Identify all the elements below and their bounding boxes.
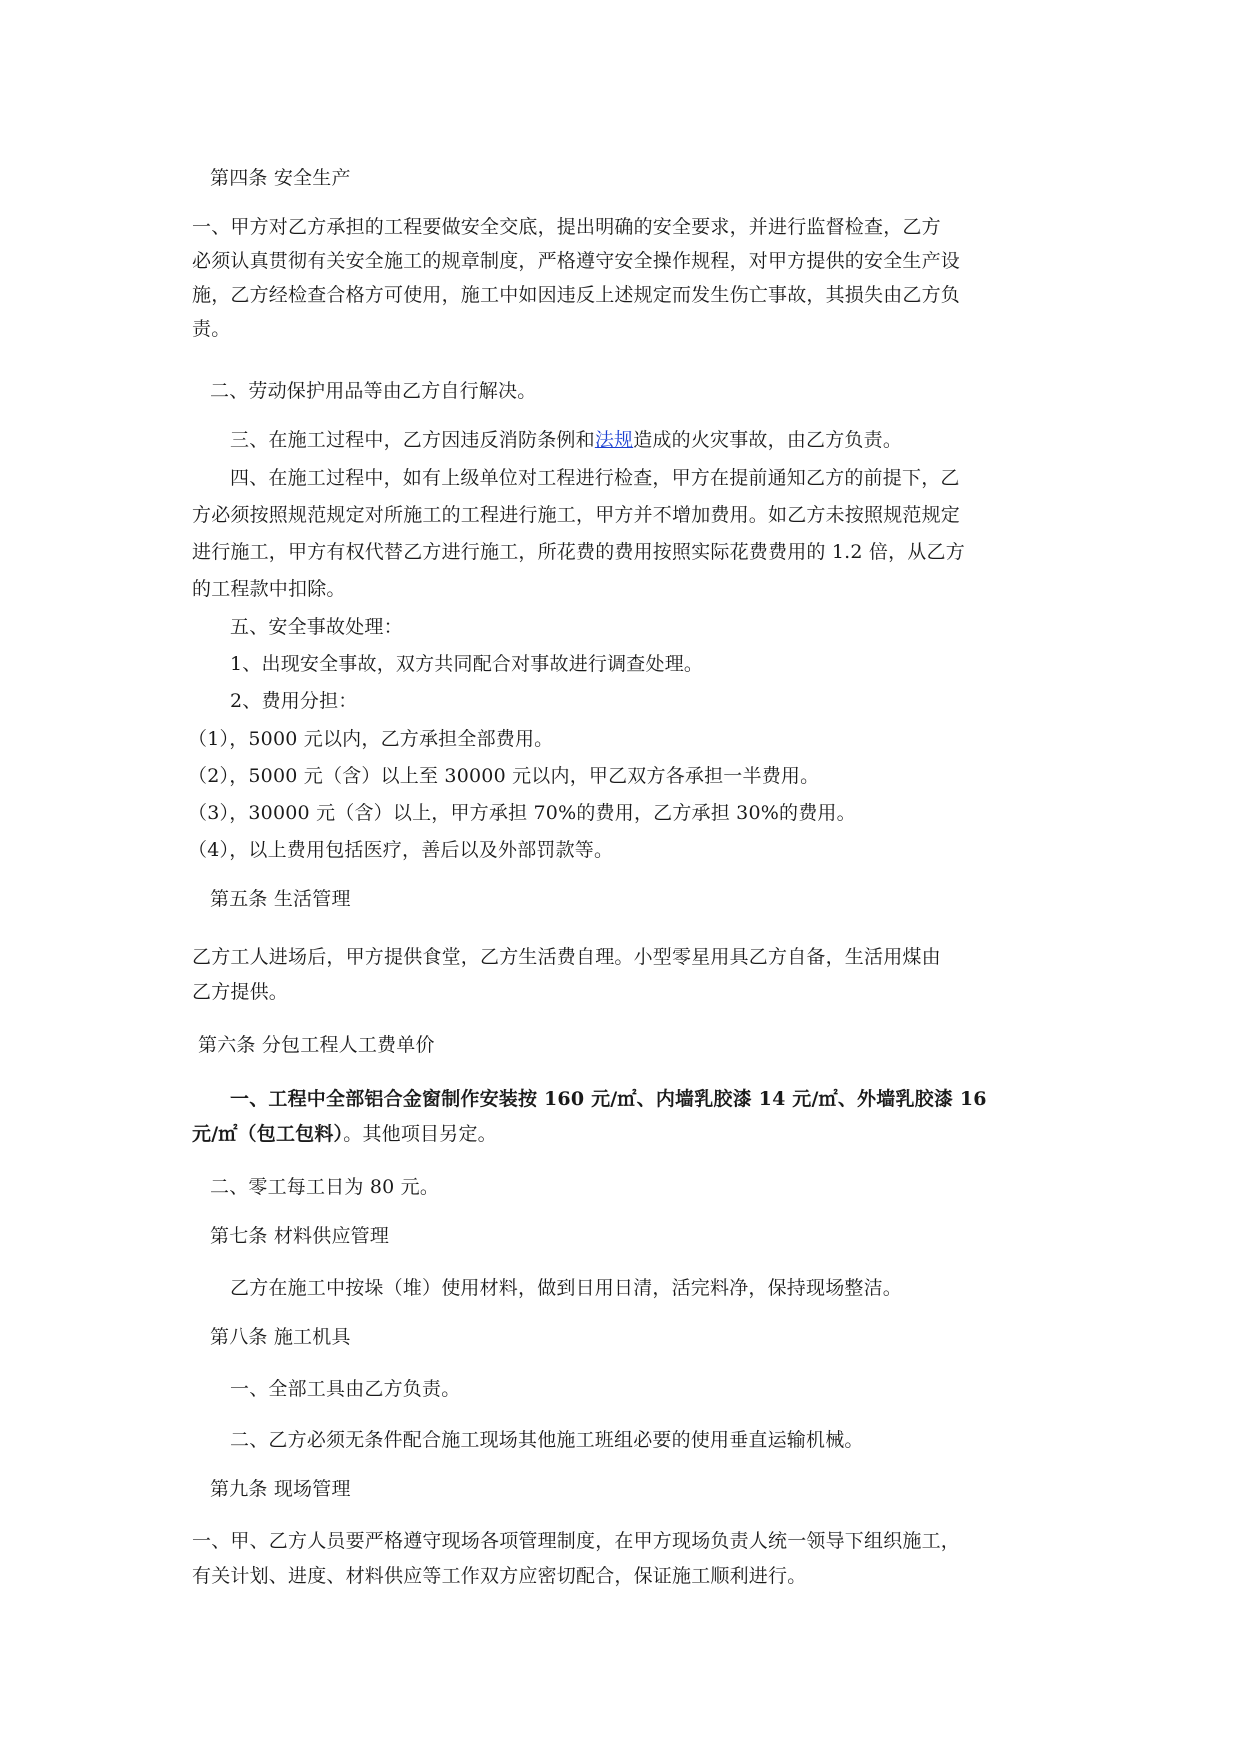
art7-para1: 乙方在施工中按垛（堆）使用材料，做到日用日清，活完料净，保持现场整洁。 — [230, 1277, 903, 1299]
cost-clause-1: （1），5000 元以内，乙方承担全部费用。 — [188, 728, 554, 750]
art4-para4-line2: 方必须按照规范规定对所施工的工程进行施工，甲方并不增加费用。如乙方未按照规范规定 — [192, 504, 961, 526]
art8-para2: 二、乙方必须无条件配合施工现场其他施工班组必要的使用垂直运输机械。 — [230, 1429, 864, 1451]
art4-para1-line1: 一、甲方对乙方承担的工程要做安全交底，提出明确的安全要求，并进行监督检查，乙方 — [192, 216, 941, 238]
article-8-heading: 第八条 施工机具 — [210, 1326, 351, 1348]
regulations-link[interactable]: 法规 — [594, 429, 634, 451]
art6-para1-rest: 。其他项目另定。 — [343, 1123, 497, 1145]
art4-para5: 五、安全事故处理： — [230, 616, 403, 638]
art9-para1-line1: 一、甲、乙方人员要严格遵守现场各项管理制度，在甲方现场负责人统一领导下组织施工， — [192, 1530, 961, 1552]
art6-para1-bold: 元/㎡（包工包料） — [192, 1123, 344, 1145]
art5-para1-line2: 乙方提供。 — [192, 981, 289, 1003]
cost-clause-4: （4），以上费用包括医疗，善后以及外部罚款等。 — [188, 839, 614, 861]
art4-para3-text-a: 三、在施工过程中，乙方因违反消防条例和 — [230, 429, 595, 451]
article-7-heading: 第七条 材料供应管理 — [210, 1225, 390, 1247]
art8-para1: 一、全部工具由乙方负责。 — [230, 1378, 461, 1400]
art4-para2: 二、劳动保护用品等由乙方自行解决。 — [210, 380, 537, 402]
art4-para1-line3: 施，乙方经检查合格方可使用，施工中如因违反上述规定而发生伤亡事故，其损失由乙方负 — [192, 284, 961, 306]
article-6-heading: 第六条 分包工程人工费单价 — [198, 1034, 435, 1056]
art4-para4-line3: 进行施工，甲方有权代替乙方进行施工，所花费的费用按照实际花费费用的 1.2 倍，从乙方 — [192, 541, 965, 563]
art4-para1-line4: 责。 — [192, 318, 231, 340]
art4-para3-text-b: 造成的火灾事故，由乙方负责。 — [633, 429, 903, 451]
art6-para2: 二、零工每工日为 80 元。 — [210, 1176, 440, 1198]
cost-clause-3: （3），30000 元（含）以上，甲方承担 70%的费用，乙方承担 30%的费用。 — [188, 802, 856, 824]
art4-para4-line4: 的工程款中扣除。 — [192, 578, 346, 600]
article-4-heading: 第四条 安全生产 — [210, 167, 351, 189]
art4-para5-item2: 2、费用分担： — [230, 690, 358, 712]
art4-para5-item1: 1、出现安全事故，双方共同配合对事故进行调查处理。 — [230, 653, 704, 675]
art4-para3 — [230, 425, 902, 452]
cost-clause-2: （2），5000 元（含）以上至 30000 元以内，甲乙双方各承担一半费用。 — [188, 765, 820, 787]
article-5-heading: 第五条 生活管理 — [210, 888, 351, 910]
art5-para1-line1: 乙方工人进场后，甲方提供食堂，乙方生活费自理。小型零星用具乙方自备，生活用煤由 — [192, 946, 941, 968]
art6-para1-line1: 一、工程中全部铝合金窗制作安装按 160 元/㎡、内墙乳胶漆 14 元/㎡、外墙乳胶漆 16 — [230, 1088, 987, 1110]
art4-para1-line2: 必须认真贯彻有关安全施工的规章制度，严格遵守安全操作规程，对甲方提供的安全生产设 — [192, 250, 961, 272]
article-9-heading: 第九条 现场管理 — [210, 1478, 351, 1500]
art4-para4-line1: 四、在施工过程中，如有上级单位对工程进行检查，甲方在提前通知乙方的前提下，乙 — [230, 467, 960, 489]
art6-para1-line2 — [192, 1119, 497, 1146]
art9-para1-line2: 有关计划、进度、材料供应等工作双方应密切配合，保证施工顺利进行。 — [192, 1565, 807, 1587]
